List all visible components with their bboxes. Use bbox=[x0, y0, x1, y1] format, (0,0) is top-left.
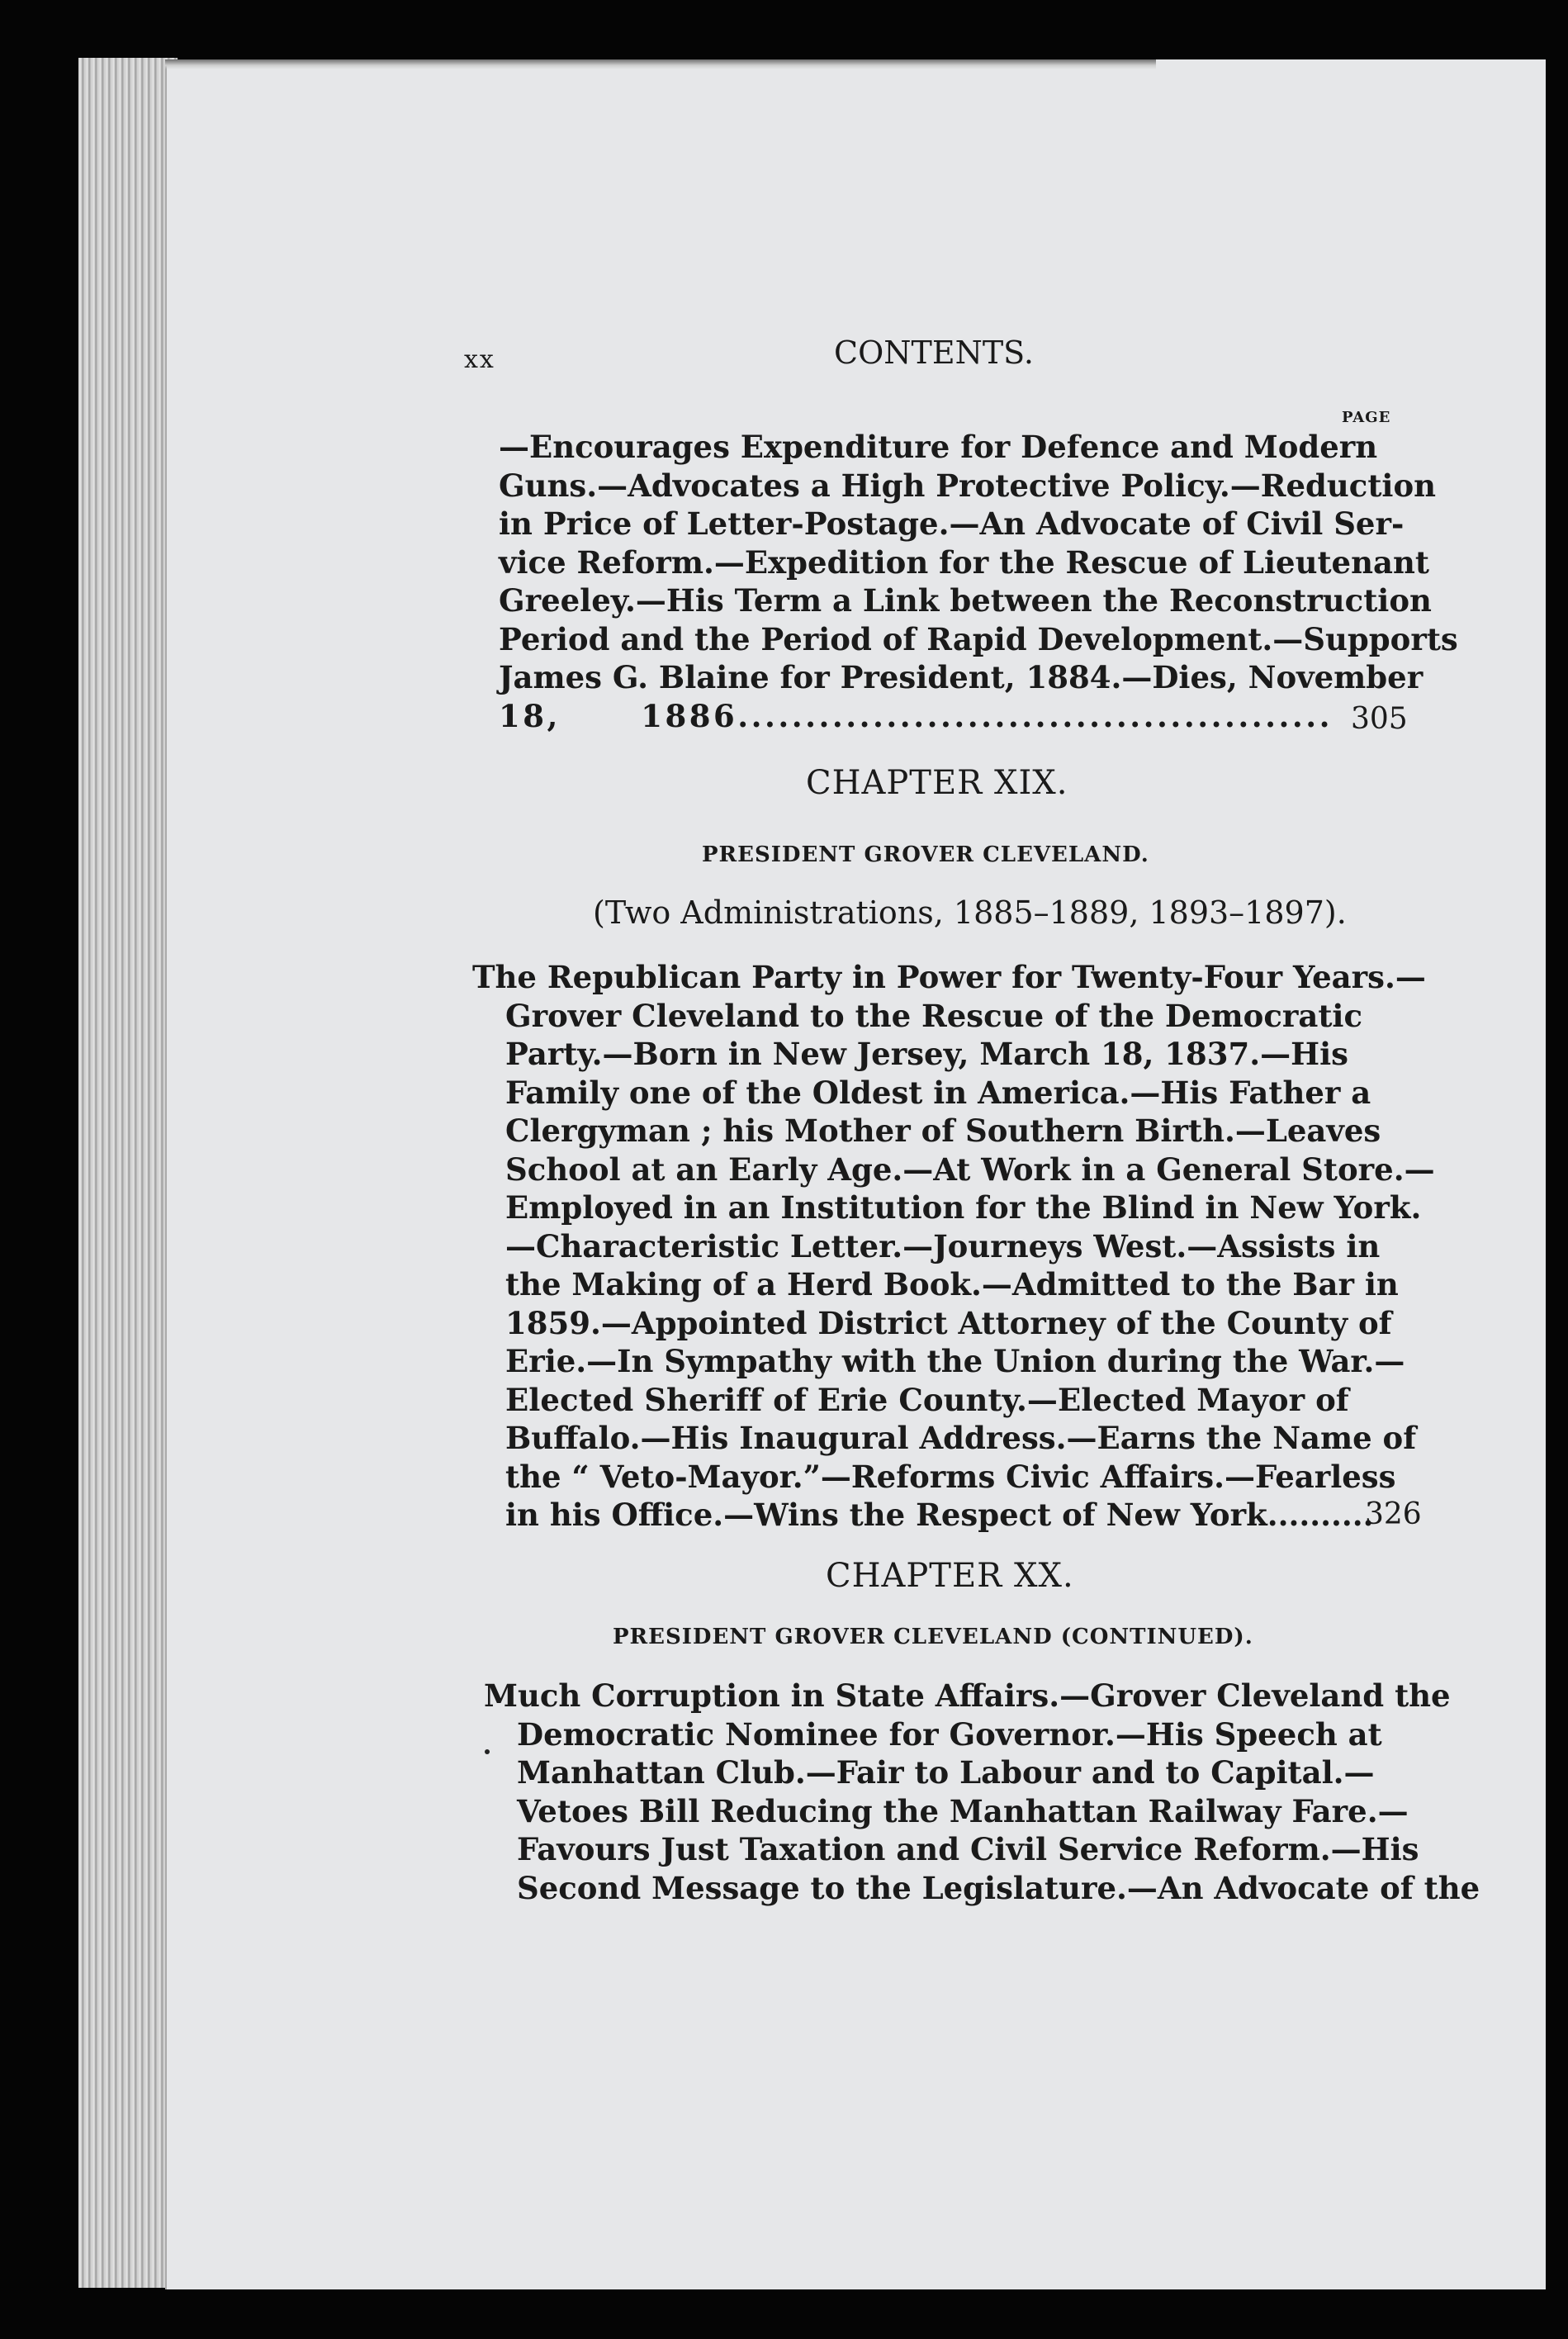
chapter-19-line: Erie.—In Sympathy with the Union during the War.— bbox=[505, 1343, 1405, 1379]
chapter-20-line: Manhattan Club.—Fair to Labour and to Capital.— bbox=[517, 1754, 1375, 1791]
administrations-note: (Two Administrations, 1885–1889, 1893–1897). bbox=[593, 894, 1347, 931]
chapter-19-line: in his Office.—Wins the Respect of New York.......... bbox=[505, 1497, 1374, 1533]
chapter-20-line: Much Corruption in State Affairs.—Grover Cleveland the bbox=[484, 1677, 1451, 1714]
page-number-305: 305 bbox=[1351, 702, 1408, 736]
page-top-shadow bbox=[165, 59, 1156, 69]
page-edges bbox=[78, 58, 178, 2288]
continued-entry-line: Period and the Period of Rapid Development.—Supports bbox=[499, 620, 1458, 657]
chapter-19-line: The Republican Party in Power for Twenty-Four Years.— bbox=[472, 959, 1426, 995]
chapter-heading-20: CHAPTER XX. bbox=[826, 1557, 1074, 1595]
continued-entry-line: vice Reform.—Expedition for the Rescue of Lieutenant bbox=[499, 543, 1429, 581]
chapter-19-line: Elected Sheriff of Erie County.—Elected Mayor of bbox=[505, 1381, 1349, 1418]
page-number-326: 326 bbox=[1365, 1497, 1422, 1531]
chapter-subtitle-20: PRESIDENT GROVER CLEVELAND (CONTINUED). bbox=[613, 1625, 1253, 1649]
chapter-20-line: Second Message to the Legislature.—An Advocate of the bbox=[517, 1869, 1480, 1906]
chapter-19-line: School at an Early Age.—At Work in a General Store.— bbox=[505, 1151, 1435, 1188]
continued-entry-line: 18, 1886............................................ bbox=[499, 697, 1334, 734]
continued-entry-line: Greeley.—His Term a Link between the Reconstruction bbox=[499, 582, 1432, 619]
chapter-19-line: 1859.—Appointed District Attorney of the County of bbox=[505, 1304, 1392, 1341]
chapter-19-line: the Making of a Herd Book.—Admitted to the Bar in bbox=[505, 1266, 1399, 1302]
chapter-20-line: Vetoes Bill Reducing the Manhattan Railway Fare.— bbox=[517, 1792, 1409, 1829]
chapter-19-line: Buffalo.—His Inaugural Address.—Earns the Name of bbox=[505, 1420, 1417, 1456]
continued-entry-line: Guns.—Advocates a High Protective Policy.—Reduction bbox=[499, 467, 1437, 504]
chapter-20-line: Democratic Nominee for Governor.—His Speech at bbox=[517, 1715, 1382, 1753]
continued-entry-line: James G. Blaine for President, 1884.—Dies, November bbox=[499, 659, 1424, 695]
chapter-subtitle-19: PRESIDENT GROVER CLEVELAND. bbox=[702, 842, 1149, 867]
continued-entry-line: —Encourages Expenditure for Defence and Modern bbox=[499, 429, 1378, 465]
stray-mark bbox=[485, 1749, 490, 1754]
chapter-heading-19: CHAPTER XIX. bbox=[806, 764, 1068, 802]
chapter-19-line: Grover Cleveland to the Rescue of the Democratic bbox=[505, 997, 1363, 1034]
folio-number: xx bbox=[464, 345, 495, 374]
chapter-19-line: Party.—Born in New Jersey, March 18, 1837.—His bbox=[505, 1036, 1349, 1072]
continued-entry-line: in Price of Letter-Postage.—An Advocate of Civil Ser- bbox=[499, 505, 1405, 542]
chapter-19-line: —Characteristic Letter.—Journeys West.—Assists in bbox=[505, 1227, 1381, 1264]
chapter-19-line: the “ Veto-Mayor.”—Reforms Civic Affairs.—Fearless bbox=[505, 1458, 1396, 1495]
chapter-20-line: Favours Just Taxation and Civil Service Reform.—His bbox=[517, 1831, 1419, 1867]
chapter-19-line: Employed in an Institution for the Blind in New York. bbox=[505, 1189, 1422, 1226]
chapter-19-line: Clergyman ; his Mother of Southern Birth.—Leaves bbox=[505, 1113, 1381, 1149]
page-column-label: PAGE bbox=[1342, 409, 1391, 426]
chapter-19-line: Family one of the Oldest in America.—His Father a bbox=[505, 1074, 1371, 1111]
page-title: CONTENTS. bbox=[834, 334, 1034, 371]
